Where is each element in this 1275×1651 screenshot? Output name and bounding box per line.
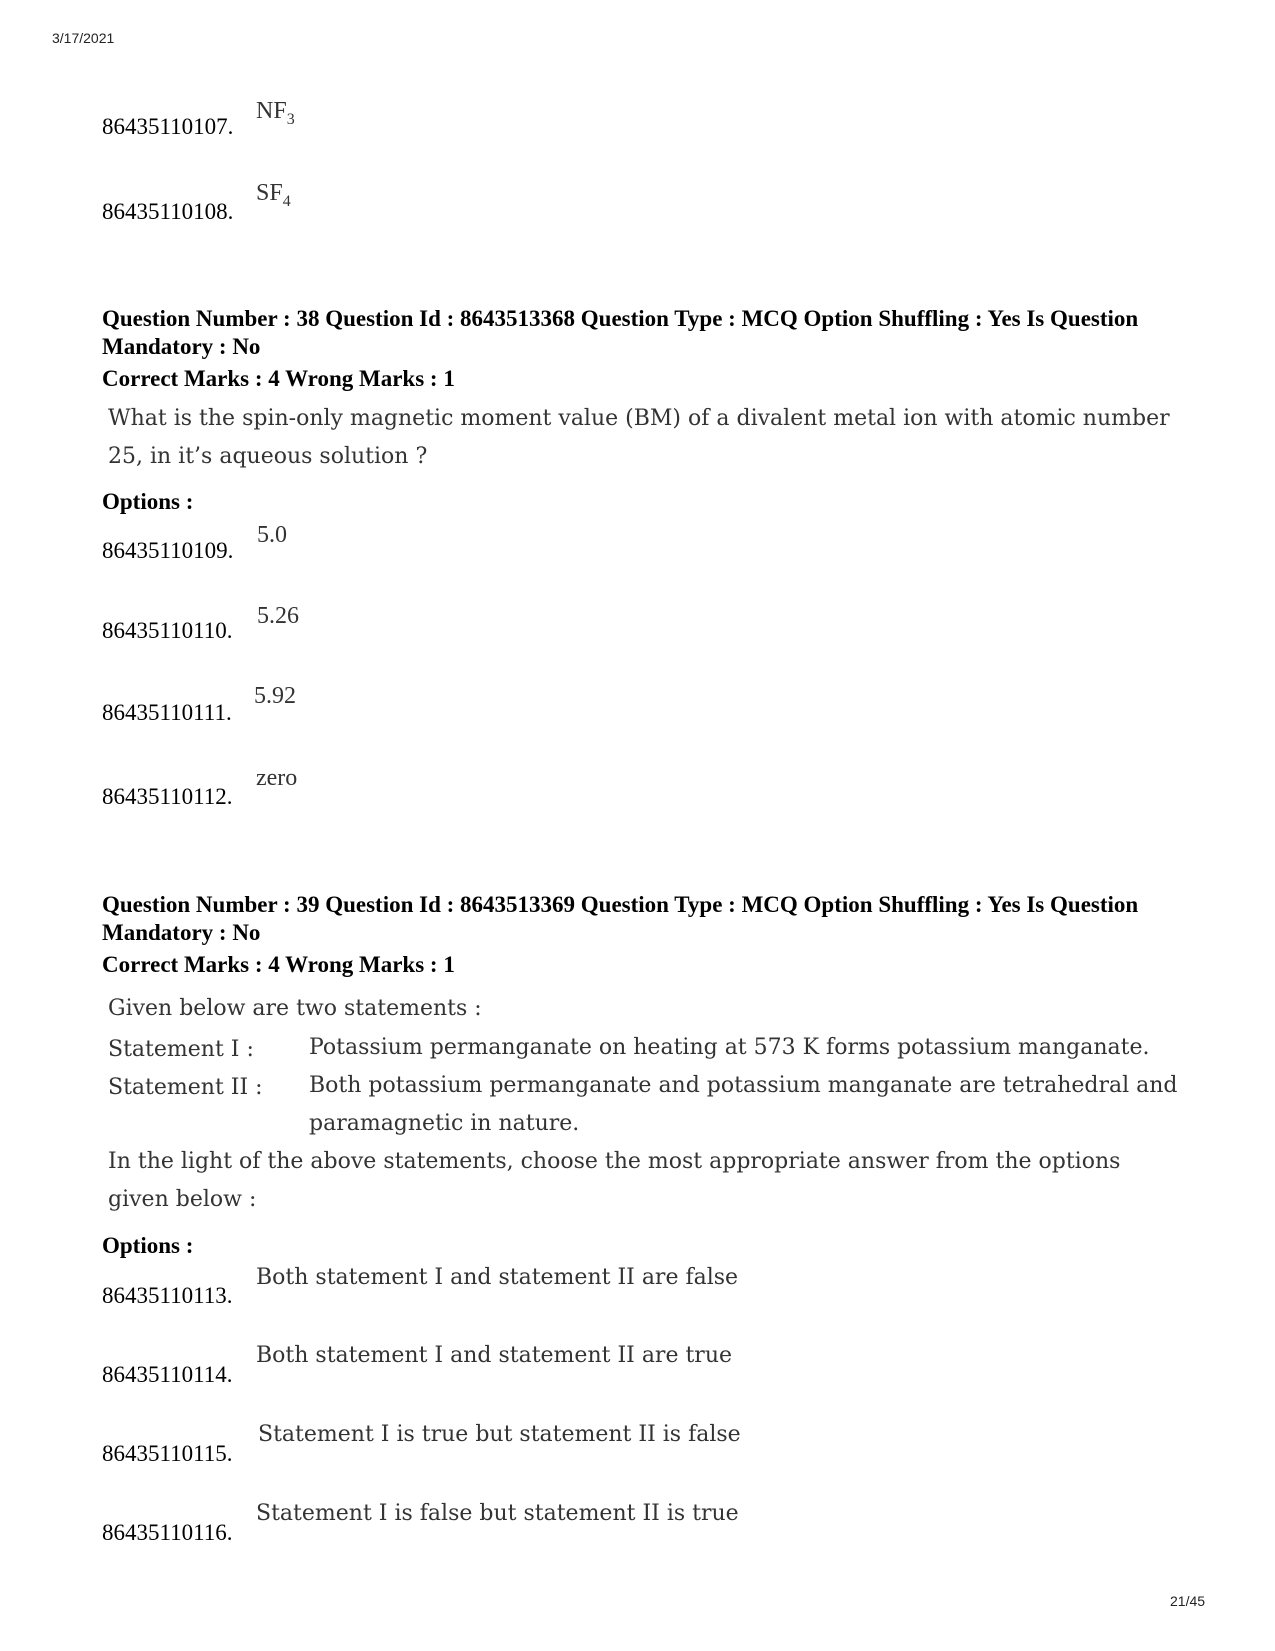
question-39-meta: Question Number : 39 Question Id : 8643513369 Question Type : MCQ Option Shuffling : Yes Is Question Mandatory : No xyxy=(102,892,1139,945)
option-answer: zero xyxy=(256,765,298,791)
option-id: 86435110113. xyxy=(102,1283,233,1308)
option-id: 86435110114. xyxy=(102,1362,233,1387)
question-38-text: What is the spin-only magnetic moment value (BM) of a divalent metal ion with atomic number 25, in it’s aqueous solution ? xyxy=(108,406,1170,469)
option-answer: Statement I is true but statement II is false xyxy=(258,1422,741,1447)
formula-subscript: 3 xyxy=(286,111,295,128)
option-answer-formula xyxy=(256,98,295,129)
option-answer: 5.0 xyxy=(257,522,287,548)
option-id: 86435110108. xyxy=(102,199,234,224)
print-date: 3/17/2021 xyxy=(52,30,115,46)
question-38-meta: Question Number : 38 Question Id : 8643513368 Question Type : MCQ Option Shuffling : Yes Is Question Mandatory : No xyxy=(102,306,1139,359)
page-number: 21/45 xyxy=(1170,1593,1206,1609)
question-38-marks: Correct Marks : 4 Wrong Marks : 1 xyxy=(102,366,455,391)
question-39-intro: Given below are two statements : xyxy=(108,996,482,1021)
question-39-instruction: In the light of the above statements, choose the most appropriate answer from the options given below : xyxy=(108,1149,1121,1212)
question-39-options-label: Options : xyxy=(102,1233,194,1258)
option-id: 86435110115. xyxy=(102,1441,233,1466)
option-answer: Both statement I and statement II are false xyxy=(256,1265,739,1290)
formula-subscript: 4 xyxy=(282,193,291,210)
option-id: 86435110110. xyxy=(102,618,233,643)
statement-1-label: Statement I : xyxy=(108,1037,254,1062)
option-answer: 5.92 xyxy=(254,683,296,709)
option-id: 86435110111. xyxy=(102,700,232,725)
option-answer: Statement I is false but statement II is true xyxy=(256,1501,739,1526)
option-answer: Both statement I and statement II are true xyxy=(256,1343,733,1368)
option-id: 86435110116. xyxy=(102,1520,233,1545)
option-id: 86435110109. xyxy=(102,538,234,563)
question-38-options-label: Options : xyxy=(102,489,194,514)
formula-base: SF xyxy=(256,180,283,206)
question-39-marks: Correct Marks : 4 Wrong Marks : 1 xyxy=(102,952,455,977)
formula-base: NF xyxy=(256,98,287,124)
option-answer: 5.26 xyxy=(257,603,299,629)
option-id: 86435110107. xyxy=(102,114,234,139)
statement-2-label: Statement II : xyxy=(108,1075,263,1100)
statement-2-text: Both potassium permanganate and potassium manganate are tetrahedral and paramagnetic in nature. xyxy=(309,1073,1178,1136)
statement-1-text: Potassium permanganate on heating at 573 K forms potassium manganate. xyxy=(309,1035,1150,1060)
option-id: 86435110112. xyxy=(102,784,233,809)
option-answer-formula xyxy=(256,180,291,211)
